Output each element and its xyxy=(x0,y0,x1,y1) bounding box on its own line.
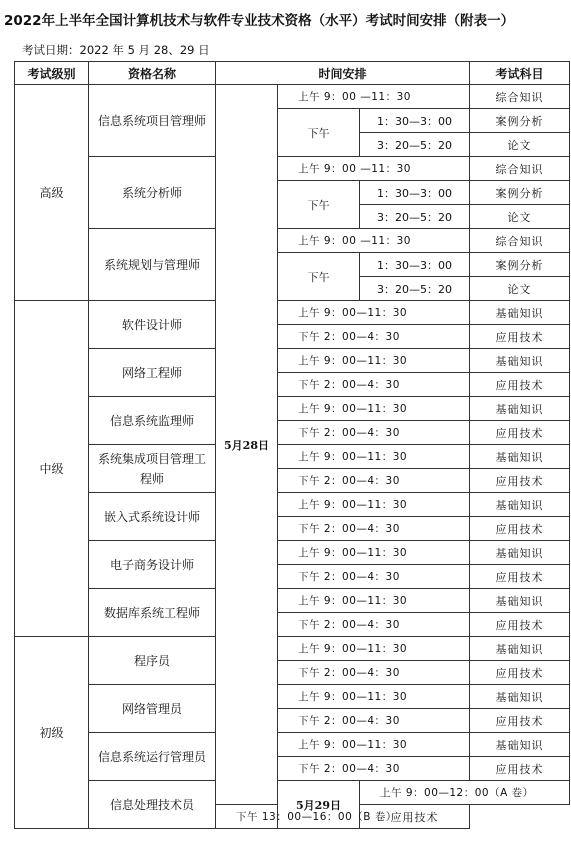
header-time: 时间安排 xyxy=(216,62,470,85)
cert-name: 软件设计师 xyxy=(89,301,216,349)
subject: 基础知识 xyxy=(470,445,570,469)
level-mid: 中级 xyxy=(15,301,89,637)
time-am: 上午 9：00—11：30 xyxy=(278,637,470,661)
date-may29: 5月29日 xyxy=(278,781,360,829)
date-may28: 5月28日 xyxy=(216,85,278,805)
table-row xyxy=(15,541,570,565)
time-pm-label: 下午 xyxy=(278,253,360,301)
table-row xyxy=(15,157,570,181)
time-pm-label: 下午 xyxy=(278,181,360,229)
time-pm: 下午 2：00—4：30 xyxy=(278,613,470,637)
subject: 案例分析 xyxy=(470,253,570,277)
subject: 综合知识 xyxy=(470,157,570,181)
subject: 应用技术 xyxy=(470,517,570,541)
time-pm1: 1：30—3：00 xyxy=(360,181,470,205)
subject: 论文 xyxy=(470,277,570,301)
subject: 论文 xyxy=(470,205,570,229)
table-row xyxy=(15,493,570,517)
subject: 基础知识 xyxy=(470,637,570,661)
table-row xyxy=(15,85,570,109)
subject: 基础知识 xyxy=(470,733,570,757)
table-row xyxy=(15,397,570,421)
level-junior: 初级 xyxy=(15,637,89,829)
cert-name: 系统分析师 xyxy=(89,157,216,229)
table-header-row xyxy=(15,62,570,85)
table-row xyxy=(15,301,570,325)
subject: 应用技术 xyxy=(470,469,570,493)
table-row xyxy=(15,445,570,469)
subject: 应用技术 xyxy=(470,421,570,445)
cert-name: 数据库系统工程师 xyxy=(89,589,216,637)
page-title: 2022年上半年全国计算机技术与软件专业技术资格（水平）考试时间安排（附表一） xyxy=(4,13,515,29)
time-am: 上午 9：00—11：30 xyxy=(278,493,470,517)
time-pm1: 1：30—3：00 xyxy=(360,109,470,133)
time-pm-label: 下午 xyxy=(278,109,360,157)
time-pm: 下午 2：00—4：30 xyxy=(278,661,470,685)
time-am: 上午 9：00 —11：30 xyxy=(278,85,470,109)
time-am: 上午 9：00—11：30 xyxy=(278,541,470,565)
cert-name: 信息处理技术员 xyxy=(89,781,216,829)
subject: 案例分析 xyxy=(470,181,570,205)
time-am: 上午 9：00—11：30 xyxy=(278,589,470,613)
subject: 应用技术 xyxy=(470,661,570,685)
subject: 案例分析 xyxy=(470,109,570,133)
table-row xyxy=(15,685,570,709)
cert-name: 信息系统项目管理师 xyxy=(89,85,216,157)
time-pm: 下午 2：00—4：30 xyxy=(278,469,470,493)
subject: 基础知识 xyxy=(470,493,570,517)
time-pm: 下午 2：00—4：30 xyxy=(278,565,470,589)
time-pm: 下午 2：00—4：30 xyxy=(278,517,470,541)
time-pm: 下午 2：00—4：30 xyxy=(278,757,470,781)
time-pm2: 3：20—5：20 xyxy=(360,133,470,157)
subject: 应用技术 xyxy=(470,709,570,733)
exam-dates: 考试日期：2022 年 5 月 28、29 日 xyxy=(22,43,210,57)
subject: 基础知识 xyxy=(470,589,570,613)
time-am: 上午 9：00—11：30 xyxy=(278,349,470,373)
subject: 基础知识 xyxy=(470,397,570,421)
cert-name: 系统规划与管理师 xyxy=(89,229,216,301)
cert-name: 电子商务设计师 xyxy=(89,541,216,589)
subject: 应用技术 xyxy=(470,613,570,637)
time-am: 上午 9：00—11：30 xyxy=(278,685,470,709)
table-row xyxy=(15,637,570,661)
header-level: 考试级别 xyxy=(15,62,89,85)
table-row xyxy=(15,229,570,253)
cert-name: 网络工程师 xyxy=(89,349,216,397)
subject: 应用技术 xyxy=(470,757,570,781)
subject: 综合知识 xyxy=(470,85,570,109)
time-pm: 下午 2：00—4：30 xyxy=(278,421,470,445)
time-am: 上午 9：00—12：00（A 卷） xyxy=(360,781,570,805)
time-pm2: 3：20—5：20 xyxy=(360,277,470,301)
time-pm: 下午 13：00—16：00（B 卷） xyxy=(216,805,360,829)
time-am: 上午 9：00—11：30 xyxy=(278,733,470,757)
table-row xyxy=(15,733,570,757)
subject: 基础知识 xyxy=(470,301,570,325)
cert-name: 网络管理员 xyxy=(89,685,216,733)
header-subject: 考试科目 xyxy=(470,62,570,85)
header-cert: 资格名称 xyxy=(89,62,216,85)
table-row xyxy=(15,781,570,805)
level-senior: 高级 xyxy=(15,85,89,301)
subject: 应用技术 xyxy=(360,805,470,829)
time-pm2: 3：20—5：20 xyxy=(360,205,470,229)
time-pm: 下午 2：00—4：30 xyxy=(278,709,470,733)
subject: 基础知识 xyxy=(470,685,570,709)
time-pm: 下午 2：00—4：30 xyxy=(278,325,470,349)
time-am: 上午 9：00—11：30 xyxy=(278,397,470,421)
subject: 论文 xyxy=(470,133,570,157)
time-am: 上午 9：00 —11：30 xyxy=(278,229,470,253)
time-pm1: 1：30—3：00 xyxy=(360,253,470,277)
subject: 综合知识 xyxy=(470,229,570,253)
cert-name: 信息系统运行管理员 xyxy=(89,733,216,781)
cert-name: 嵌入式系统设计师 xyxy=(89,493,216,541)
time-am: 上午 9：00—11：30 xyxy=(278,445,470,469)
subject: 应用技术 xyxy=(470,373,570,397)
subject: 应用技术 xyxy=(470,325,570,349)
subject: 基础知识 xyxy=(470,349,570,373)
subject: 应用技术 xyxy=(470,565,570,589)
cert-name: 信息系统监理师 xyxy=(89,397,216,445)
table-row xyxy=(15,349,570,373)
time-am: 上午 9：00 —11：30 xyxy=(278,157,470,181)
time-pm: 下午 2：00—4：30 xyxy=(278,373,470,397)
schedule-table xyxy=(14,61,570,829)
table-row xyxy=(15,589,570,613)
subject: 基础知识 xyxy=(470,541,570,565)
cert-name: 系统集成项目管理工程师 xyxy=(89,445,216,493)
time-am: 上午 9：00—11：30 xyxy=(278,301,470,325)
cert-name: 程序员 xyxy=(89,637,216,685)
